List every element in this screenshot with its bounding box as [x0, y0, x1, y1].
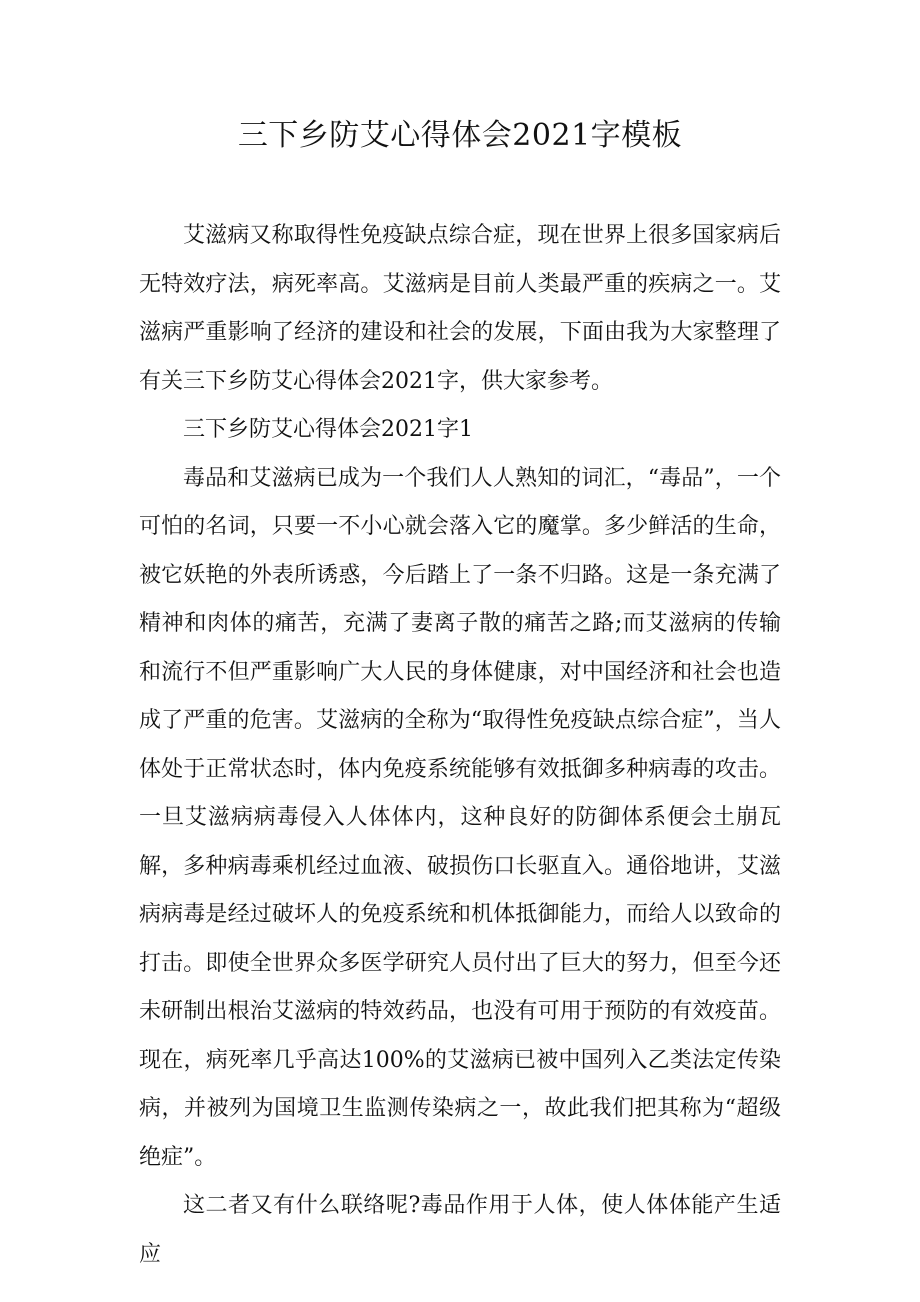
paragraph-intro: 艾滋病又称取得性免疫缺点综合症，现在世界上很多国家病后无特效疗法，病死率高。艾滋病是目前人类最严重的疾病之一。艾滋病严重影响了经济的建设和社会的发展，下面由我为大家整理了有关三下乡防艾心得体会2021字，供大家参考。 — [139, 223, 781, 394]
paragraph-continued: 这二者又有什么联络呢?毒品作用于人体，使人体体能产生适应 — [139, 1193, 781, 1267]
document-title: 三下乡防艾心得体会2021字模板 — [237, 118, 683, 153]
section-heading: 三下乡防艾心得体会2021字1 — [183, 417, 473, 442]
document-body — [139, 212, 781, 1279]
paragraph-main: 毒品和艾滋病已成为一个我们人人熟知的词汇，“毒品”，一个可怕的名词，只要一不小心就会落入它的魔掌。多少鲜活的生命，被它妖艳的外表所诱惑，今后踏上了一条不归路。这是一条充满了精神和肉体的痛苦，充满了妻离子散的痛苦之路;而艾滋病的传输和流行不但严重影响广大人民的身体健康，对中国经济和社会也造成了严重的危害。艾滋病的全称为“取得性免疫缺点综合症”，当人体处于正常状态时，体内免疫系统能够有效抵御多种病毒的攻击。一旦艾滋病病毒侵入人体体内，这种良好的防御体系便会土崩瓦解，多种病毒乘机经过血液、破损伤口长驱直入。通俗地讲，艾滋病病毒是经过破坏人的免疫系统和机体抵御能力，而给人以致命的打击。即使全世界众多医学研究人员付出了巨大的努力，但至今还未研制出根治艾滋病的特效药品，也没有可用于预防的有效疫苗。现在，病死率几乎高达100%的艾滋病已被中国列入乙类法定传染病，并被列为国境卫生监测传染病之一，故此我们把其称为“超级绝症”。 — [139, 465, 781, 1170]
